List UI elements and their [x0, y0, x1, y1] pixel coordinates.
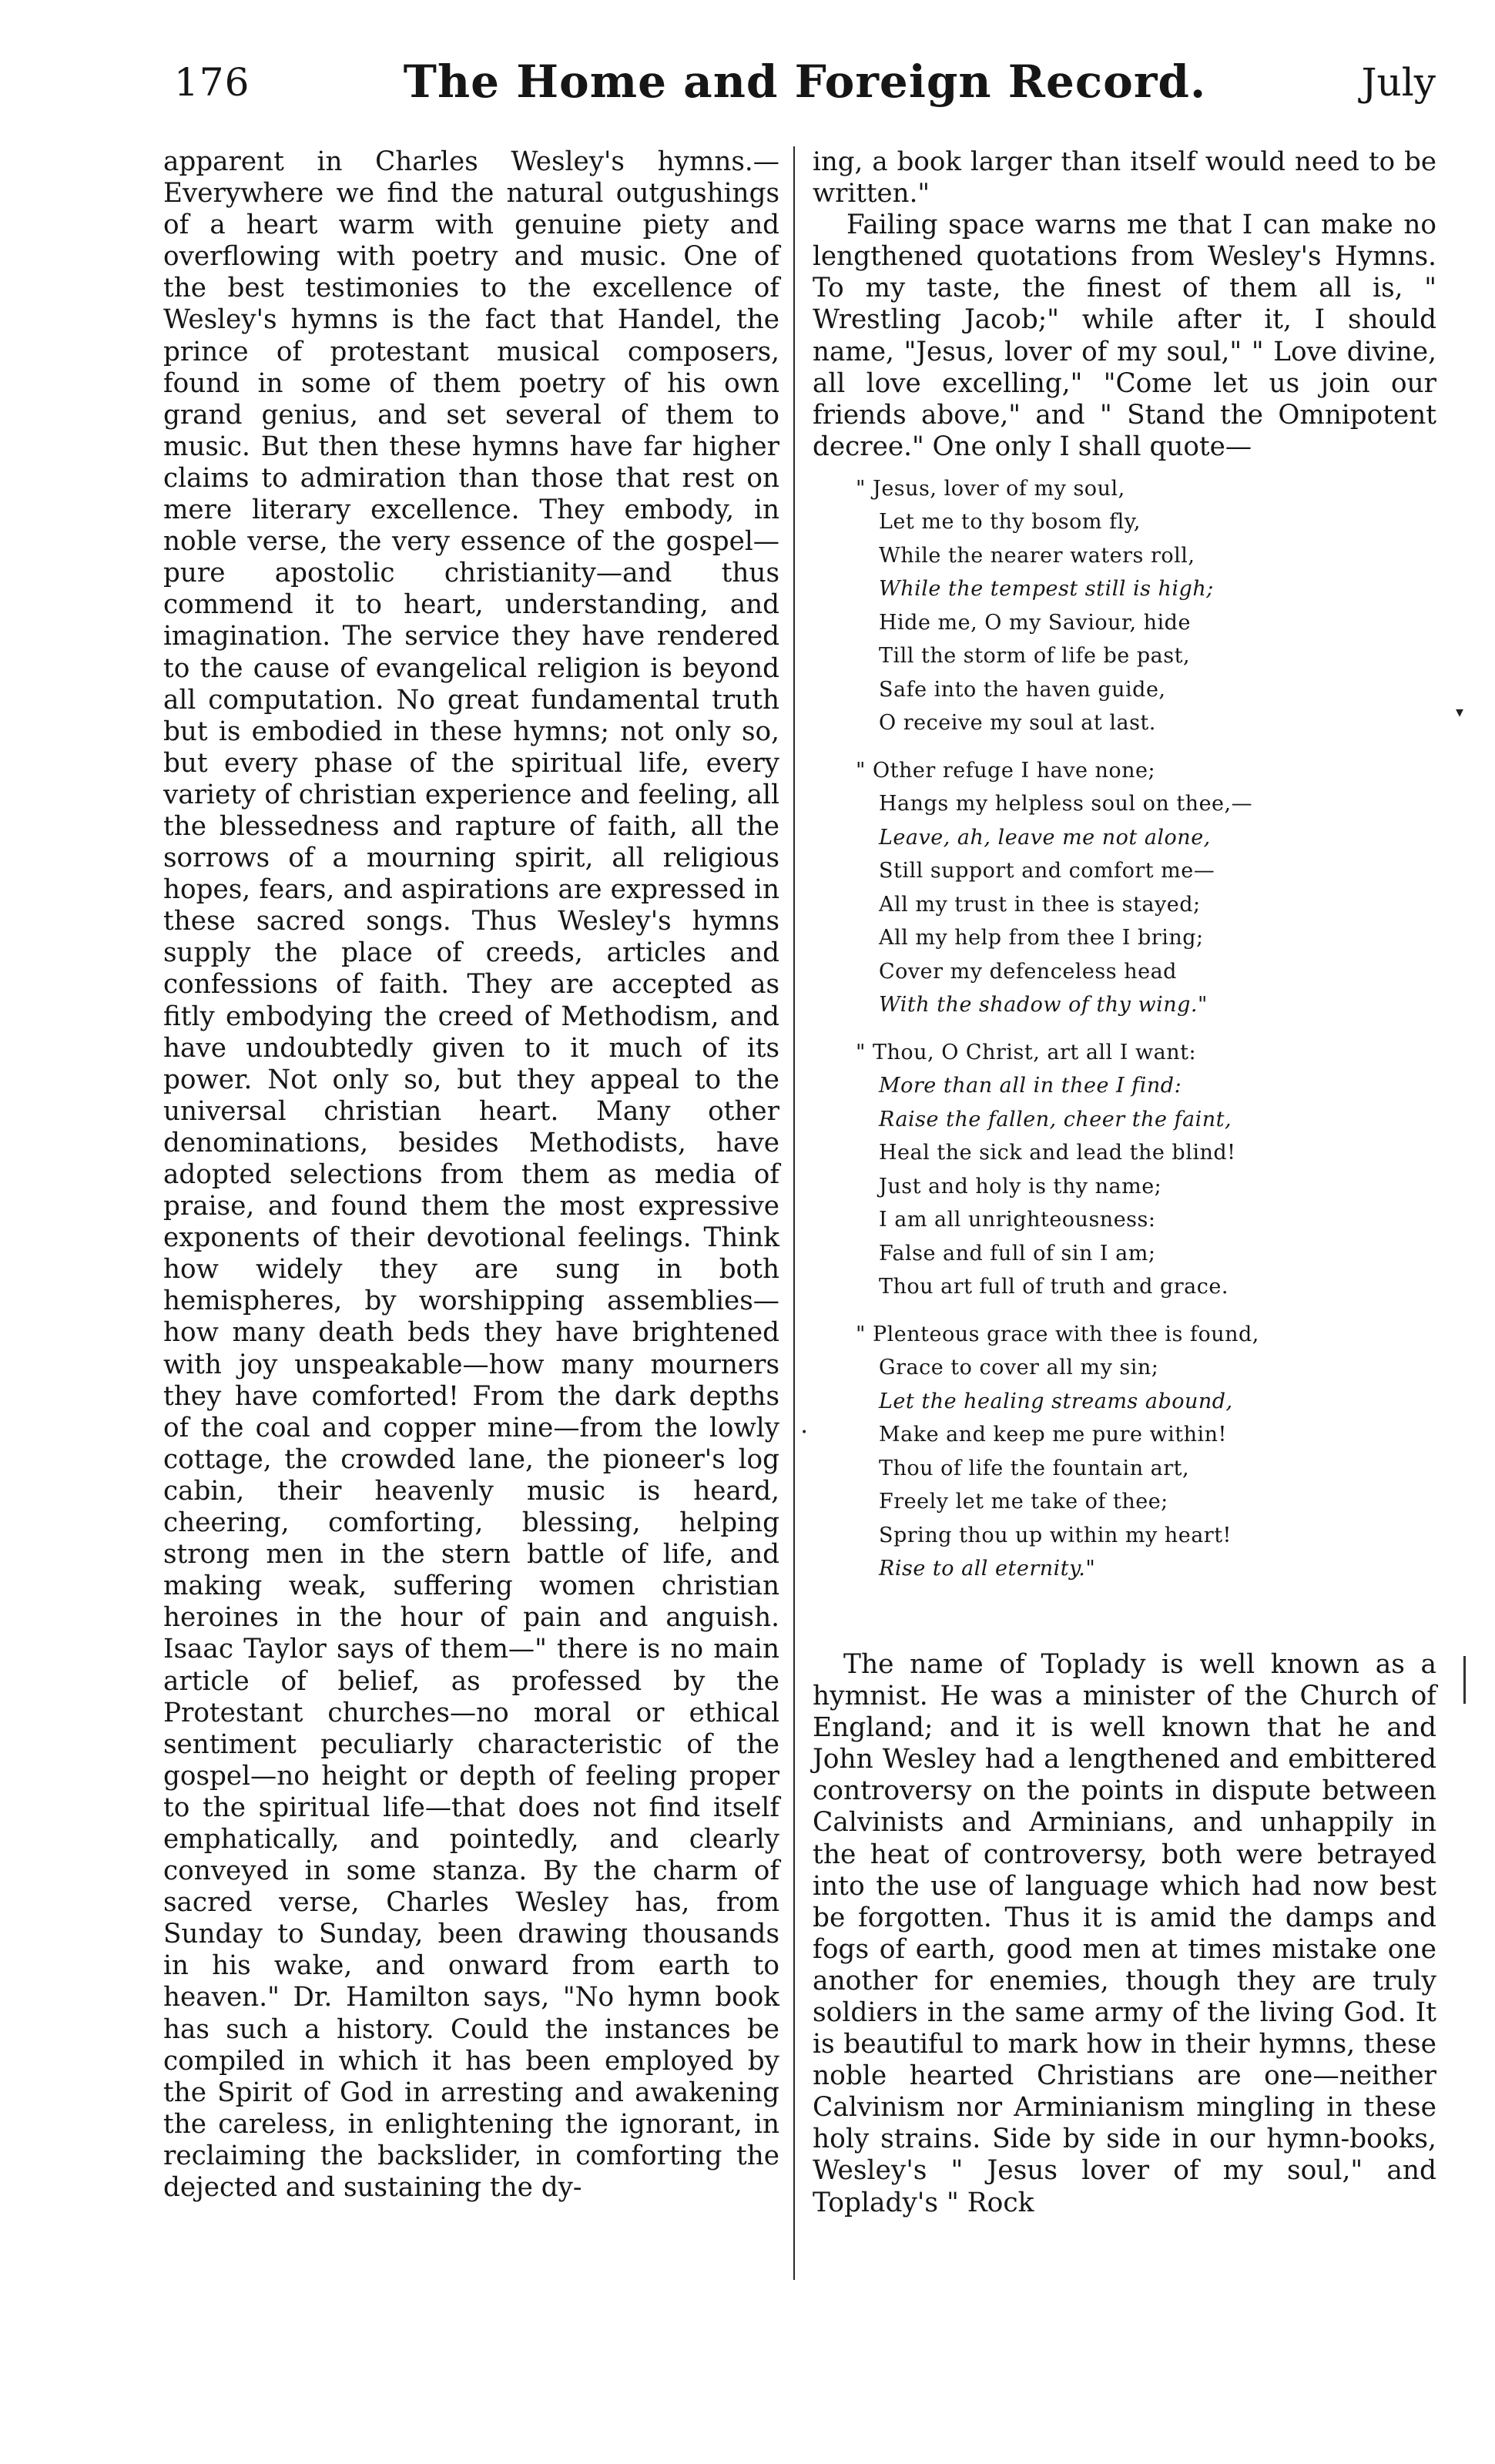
- hymn-quotation: [813, 472, 1436, 1586]
- hymn-line: Hangs my helpless soul on thee,—: [879, 792, 1253, 816]
- hymn-line: Till the storm of life be past,: [879, 644, 1191, 669]
- hymn-line: " Other refuge I have none;: [856, 758, 1156, 783]
- hymn-line: Let the healing streams abound,: [879, 1389, 1233, 1413]
- hymn-line: More than all in thee I find:: [879, 1074, 1182, 1098]
- hymn-line: False and full of sin I am;: [879, 1241, 1156, 1266]
- body-paragraph-2: Failing space warns me that I can make no lengthened quotations from Wesley's Hymns. To my taste, the finest of them all is, " Wrestling Jacob;" while after it, I should name, "Jesus, lover of my soul," " Love divine, all love excelling," "Come let us join our friends above," and " Stand the Omnipotent decree." One only I shall quote—: [813, 210, 1436, 462]
- hymn-line: Hide me, O my Saviour, hide: [879, 610, 1191, 635]
- hymn-line: Leave, ah, leave me not alone,: [879, 825, 1211, 850]
- left-column: [163, 146, 779, 2204]
- hymn-line: With the shadow of thy wing.": [879, 993, 1208, 1017]
- hymn-line: While the nearer waters roll,: [879, 543, 1195, 568]
- hymn-line: Let me to thy bosom fly,: [879, 510, 1141, 535]
- margin-mark: ▾: [1456, 702, 1464, 721]
- hymn-stanza: [856, 1318, 1436, 1586]
- hymn-line: Heal the sick and lead the blind!: [879, 1141, 1236, 1165]
- margin-dot: •: [801, 1426, 808, 1439]
- body-paragraph: apparent in Charles Wesley's hymns.—Everywhere we find the natural outgushings of a heart warm with genuine piety and overflowing with poetry and music. One of the best testimonies to the excellence of Wesley's hymns is the fact that Handel, the prince of protestant musical composers, found in some of them poetry of his own grand genius, and set several of them to music. But then these hymns have far higher claims to admiration than those that rest on mere literary excellence. They embody, in noble verse, the very essence of the gospel—pure apostolic christianity—and thus commend it to heart, understanding, and imagination. The service they have rendered to the cause of evangelical religion is beyond all computation. No great fundamental truth but is embodied in these hymns; not only so, but every phase of the spiritual life, every variety of christian experience and feeling, all the blessedness and rapture of faith, all the sorrows of a mourning spirit, all religious hopes, fears, and aspirations are expressed in these sacred songs. Thus Wesley's hymns supply the place of creeds, articles and confessions of faith. They are accepted as fitly embodying the creed of Methodism, and have undoubtedly given to it much of its power. Not only so, but they appeal to the universal christian heart. Many other denominations, besides Methodists, have adopted selections from them as media of praise, and found them the most expressive exponents of their devotional feelings. Think how widely they are sung in both hemispheres, by worshipping assemblies—how many death beds they have brightened with joy unspeakable—how many mourners they have comforted! From the dark depths of the coal and copper mine—from the lowly cottage, the crowded lane, the pioneer's log cabin, their heavenly music is heard, cheering, comforting, blessing, helping strong men in the stern battle of life, and making weak, suffering women christian heroines in the hour of pain and anguish. Isaac Taylor says of them—" there is no main article of belief, as professed by the Protestant churches—no moral or ethical sentiment peculiarly characteristic of the gospel—no height or depth of feeling proper to the spiritual life—that does not find itself emphatically, and pointedly, and clearly conveyed in some stanza. By the charm of sacred verse, Charles Wesley has, from Sunday to Sunday, been drawing thousands in his wake, and onward from earth to heaven." Dr. Hamilton says, "No hymn book has such a history. Could the instances be compiled in which it has been employed by the Spirit of God in arresting and awakening the careless, in enlightening the ignorant, in reclaiming the backslider, in comforting the dejected and sustaining the dy-: [163, 146, 779, 2203]
- hymn-line: Grace to cover all my sin;: [879, 1356, 1159, 1380]
- hymn-line: Raise the fallen, cheer the faint,: [879, 1107, 1232, 1131]
- hymn-line: " Plenteous grace with thee is found,: [856, 1322, 1259, 1346]
- hymn-line: All my trust in thee is stayed;: [879, 892, 1201, 917]
- hymn-line: " Thou, O Christ, art all I want:: [856, 1040, 1197, 1064]
- column-divider: [793, 146, 795, 2280]
- hymn-line: I am all unrighteousness:: [879, 1208, 1156, 1232]
- hymn-line: Cover my defenceless head: [879, 959, 1177, 984]
- header-month: July: [1361, 60, 1436, 105]
- hymn-line: While the tempest still is high;: [879, 577, 1214, 602]
- margin-rule: [1463, 1656, 1466, 1704]
- hymn-stanza: [856, 754, 1436, 1022]
- hymn-line: O receive my soul at last.: [879, 711, 1156, 736]
- hymn-line: Rise to all eternity.": [879, 1557, 1096, 1581]
- running-header: [174, 55, 1436, 114]
- hymn-line: Safe into the haven guide,: [879, 677, 1166, 702]
- page-number: 176: [174, 60, 250, 105]
- hymn-line: Spring thou up within my heart!: [879, 1523, 1232, 1547]
- hymn-line: Freely let me take of thee;: [879, 1490, 1168, 1514]
- hymn-line: All my help from thee I bring;: [879, 926, 1204, 950]
- right-column: [813, 146, 1436, 2219]
- hymn-stanza: [856, 1036, 1436, 1304]
- continued-paragraph: ing, a book larger than itself would need to be written.": [813, 146, 1436, 210]
- hymn-line: Thou of life the fountain art,: [879, 1456, 1190, 1480]
- hymn-line: Just and holy is thy name;: [879, 1174, 1162, 1198]
- hymn-line: " Jesus, lover of my soul,: [856, 476, 1125, 501]
- body-paragraph-3: The name of Toplady is well known as a hymnist. He was a minister of the Church of England; and it is well known that he and John Wesley had a lengthened and embittered controversy on the points in dispute between Calvinists and Arminians, and unhappily in the heat of controversy, both were betrayed into the use of language which had now best be forgotten. Thus it is amid the damps and fogs of earth, good men at times mistake one another for enemies, though they are truly soldiers in the same army of the living God. It is beautiful to mark how in their hymns, these noble hearted Christians are one—neither Calvinism nor Arminianism mingling in these holy strains. Side by side in our hymn-books, Wesley's " Jesus lover of my soul," and Toplady's " Rock: [813, 1648, 1436, 2218]
- running-title: The Home and Foreign Record.: [403, 55, 1207, 108]
- hymn-line: Thou art full of truth and grace.: [879, 1275, 1229, 1299]
- hymn-line: Still support and comfort me—: [879, 859, 1215, 883]
- hymn-stanza: [856, 472, 1436, 740]
- hymn-line: Make and keep me pure within!: [879, 1423, 1227, 1447]
